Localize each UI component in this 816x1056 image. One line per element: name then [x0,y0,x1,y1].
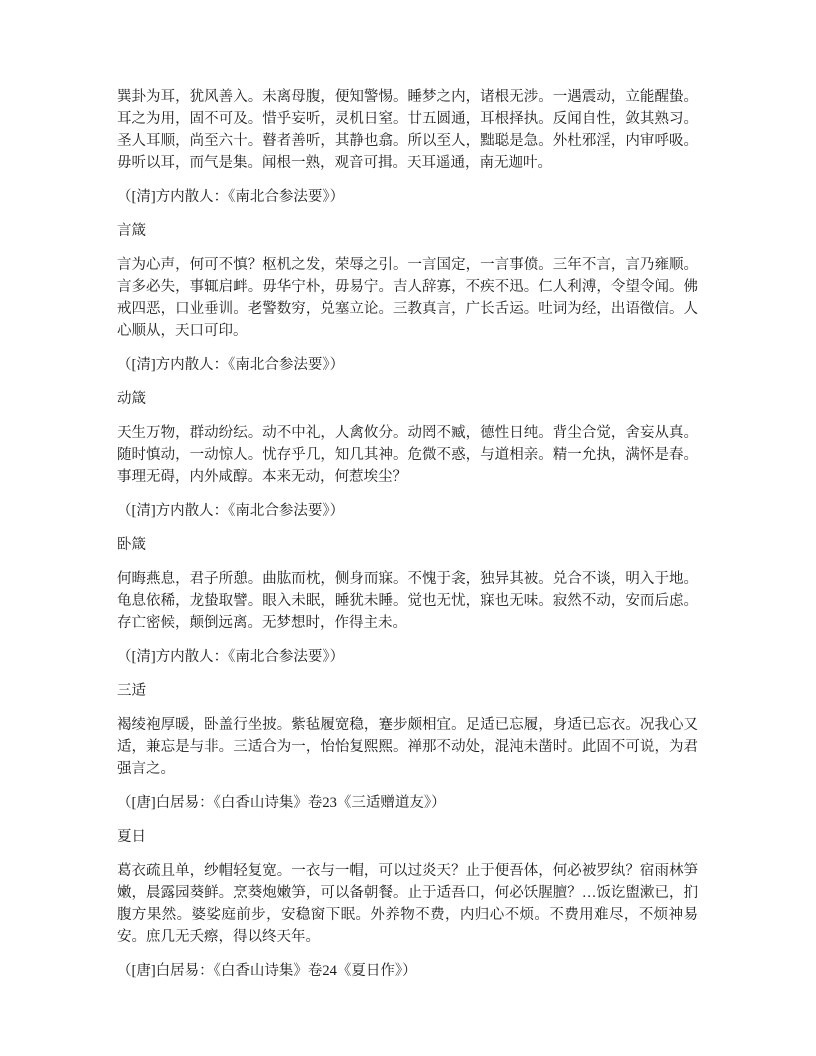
paragraph-body: 天生万物，群动纷纭。动不中礼，人禽攸分。动罔不臧，德性日纯。背尘合觉，舍妄从真。随时慎动，一动惊人。忧存乎几，知几其神。危微不惑，与道相亲。精一允执，满怀是春。事理无碍，内外咸醇。本来无动，何惹埃尘？ [117,425,698,485]
paragraph-body: 何晦燕息，君子所憩。曲肱而枕，侧身而寐。不愧于衾，独异其被。兑合不谈，明入于地。龟息依稀，龙蛰取譬。眼入未眠，睡犹未睡。觉也无忧，寐也无味。寂然不动，安而后虑。存亡密候，颠倒远离。无梦想时，作得主未。 [117,571,698,631]
paragraph-body: 言为心声，何可不慎？枢机之发，荣辱之引。一言国定，一言事偾。三年不言，言乃雍顺。言多必失，事辄启衅。毋华宁朴，毋易宁。吉人辞寡，不疾不迅。仁人利溥，令望令闻。佛戒四恶，口业垂训。老警数穷，兑塞立论。三教真言，广长舌运。吐词为经，出语徵信。人心顺从，天口可印。 [117,257,698,339]
citation: （[清]方内散人：《南北合参法要》） [117,649,345,665]
section-summer-day [117,826,698,982]
citation: （[清]方内散人：《南北合参法要》） [117,503,345,519]
section-heading: 动箴 [117,391,146,407]
paragraph-body: 葛衣疏且单，纱帽轻复宽。一衣与一帽，可以过炎天？止于便吾体，何必被罗纨？宿雨林笋嫩，晨露园葵鲜。烹葵炮嫩笋，可以备朝餐。止于适吾口，何必饫腥膻？…饭讫盥漱已，扪腹方果然。婆娑庭前步，安稳窗下眠。外养物不费，内归心不烦。不费用难尽，不烦神易安。庶几无夭瘵，得以终天年。 [117,863,698,945]
section-heading: 卧箴 [117,537,146,553]
paragraph-body: 褐绫袍厚暖，卧盖行坐披。紫毡履宽稳，蹇步颇相宜。足适已忘履，身适已忘衣。况我心又适，兼忘是与非。三适合为一，怡怡复熙熙。禅那不动处，混沌未凿时。此固不可说，为君强言之。 [117,717,698,777]
section-heading: 言箴 [117,223,146,239]
section-speech-maxim [117,220,698,376]
citation: （[唐]白居易：《白香山诗集》卷23《三适赠道友》） [117,795,446,811]
section-heading: 夏日 [117,829,146,845]
citation: （[清]方内散人：《南北合参法要》） [117,189,345,205]
section-lying-maxim [117,534,698,668]
section-three-comforts [117,680,698,814]
citation: （[清]方内散人：《南北合参法要》） [117,357,345,373]
section-ear-maxim [117,86,698,208]
citation: （[唐]白居易：《白香山诗集》卷24《夏日作》） [117,963,417,979]
section-movement-maxim [117,388,698,522]
section-heading: 三适 [117,683,146,699]
paragraph-body: 巽卦为耳，犹风善入。未离母腹，便知警惕。睡梦之内，诸根无涉。一遇震动，立能醒蛰。耳之为用，固不可及。惜乎妄听，灵机日窒。廿五圆通，耳根择执。反闻自性，敛其熟习。圣人耳顺，尚至六十。瞽者善听，其静也翕。所以至人，黜聪是急。外杜邪淫，内审呼吸。毋听以耳，而气是集。闻根一熟，观音可揖。天耳遥通，南无迦叶。 [117,89,698,171]
